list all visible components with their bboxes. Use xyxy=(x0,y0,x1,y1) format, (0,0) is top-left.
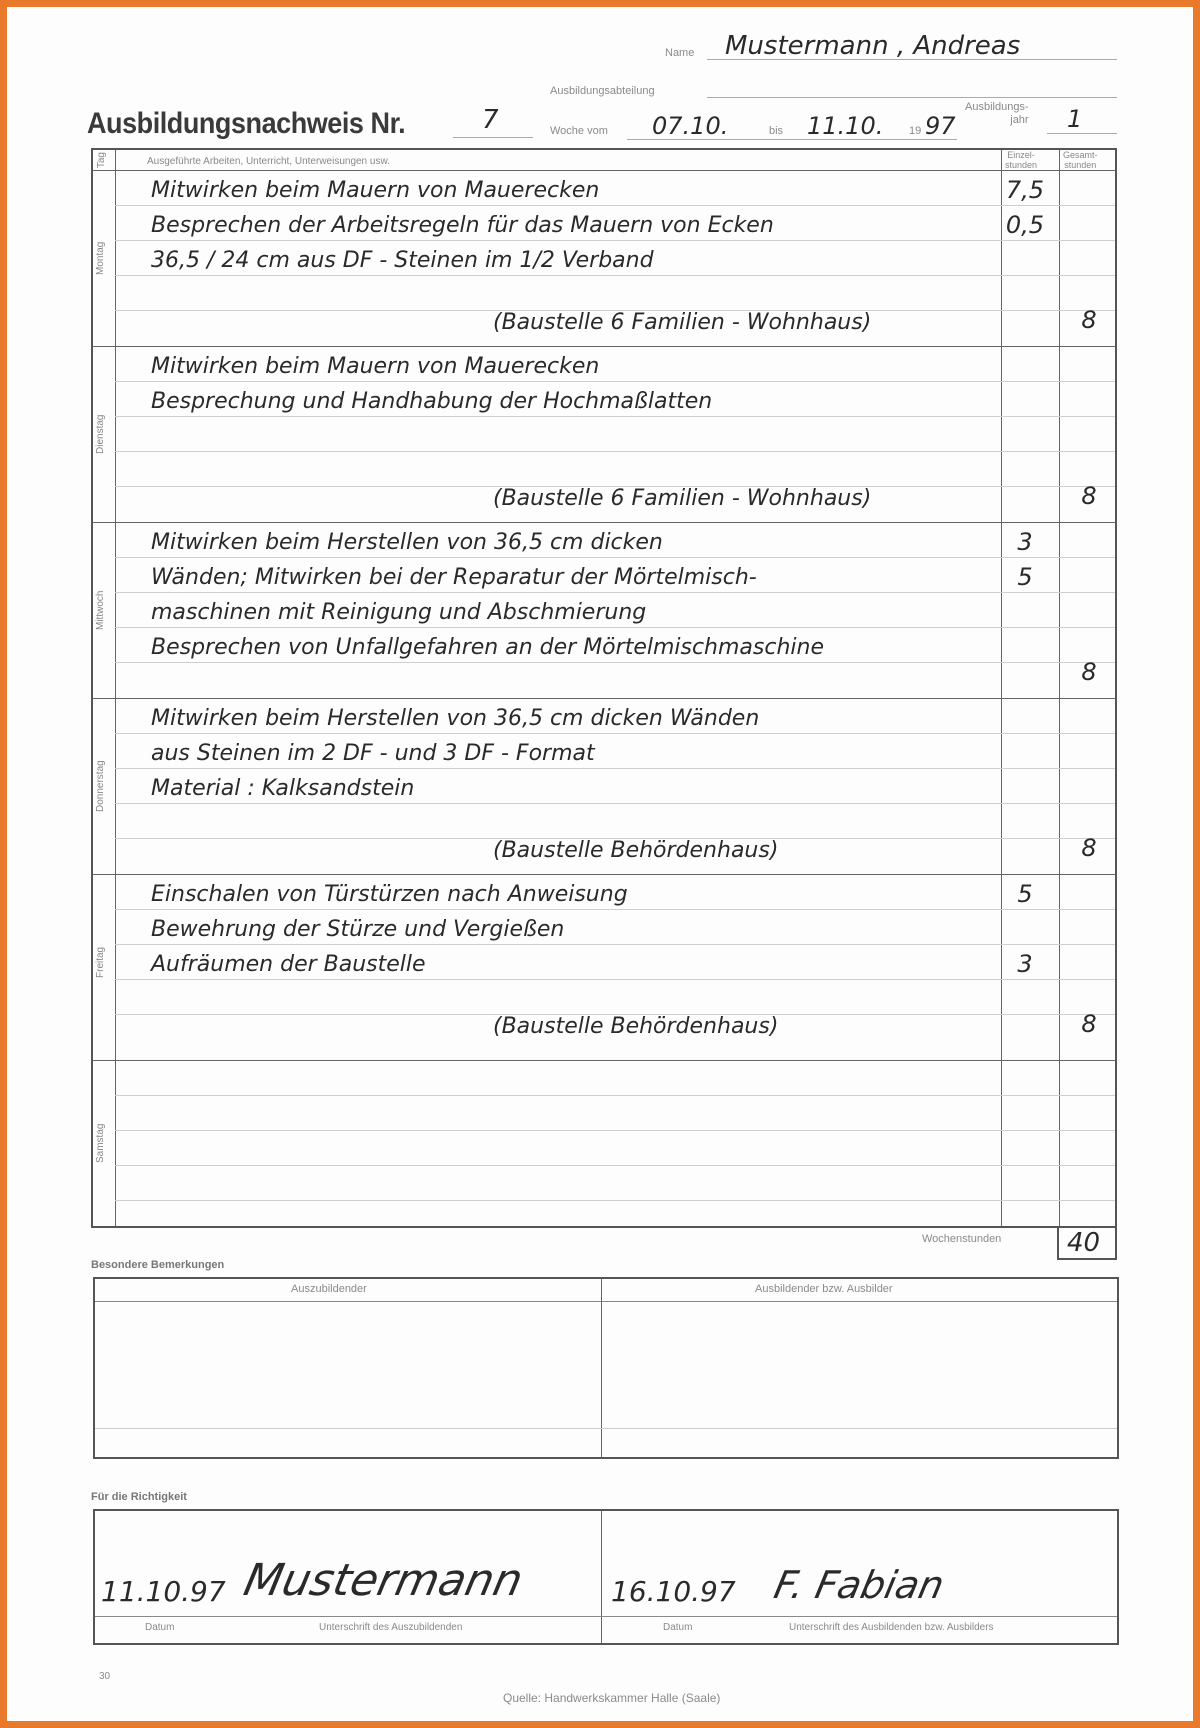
right-date-label: Datum xyxy=(663,1622,693,1633)
day-label: Montag xyxy=(95,241,106,275)
site-note: (Baustelle 6 Familien - Wohnhaus) xyxy=(493,310,872,335)
single-hours: 3 xyxy=(1017,528,1033,556)
ruled-line xyxy=(115,416,1115,417)
name-underline xyxy=(707,59,1117,60)
site-note: (Baustelle 6 Familien - Wohnhaus) xyxy=(493,486,872,511)
week-to: 11.10. xyxy=(807,112,884,140)
activity-line: Besprechen der Arbeitsregeln für das Mauern von Ecken xyxy=(151,213,774,238)
ruled-line xyxy=(115,205,1115,206)
week-underline xyxy=(627,139,957,140)
name-value: Mustermann , Andreas xyxy=(725,31,1021,61)
left-date-label: Datum xyxy=(145,1622,175,1633)
day-label: Mittwoch xyxy=(95,590,106,630)
page-mark: 30 xyxy=(99,1671,111,1682)
ruled-line xyxy=(115,1130,1115,1131)
single-hours: 3 xyxy=(1017,950,1033,978)
day-separator xyxy=(93,698,1115,699)
ruled-line xyxy=(115,275,1115,276)
number-underline xyxy=(453,137,533,138)
activity-line: Bewehrung der Stürze und Vergießen xyxy=(151,917,565,942)
site-note: (Baustelle Behördenhaus) xyxy=(493,1014,779,1039)
col-work-header: Ausgeführte Arbeiten, Unterricht, Unterweisungen usw. xyxy=(147,156,390,167)
verification-title: Für die Richtigkeit xyxy=(91,1491,187,1503)
activity-line: Mitwirken beim Mauern von Mauerecken xyxy=(151,178,600,203)
ruled-line xyxy=(115,557,1115,558)
day-label: Samstag xyxy=(95,1123,106,1163)
weekly-hours-value: 40 xyxy=(1067,1228,1101,1258)
name-label: Name xyxy=(665,47,695,59)
ruled-line xyxy=(115,733,1115,734)
activity-line: Wänden; Mitwirken bei der Reparatur der Mörtelmisch- xyxy=(151,565,757,590)
site-note: (Baustelle Behördenhaus) xyxy=(493,838,779,863)
ruled-line xyxy=(115,240,1115,241)
day-total-hours: 8 xyxy=(1081,306,1097,334)
ruled-line xyxy=(115,451,1115,452)
ruled-line xyxy=(115,909,1115,910)
left-signature: Mustermann xyxy=(239,1555,528,1606)
ruled-line xyxy=(115,768,1115,769)
activity-line: Einschalen von Türstürzen nach Anweisung xyxy=(151,882,628,907)
day-separator xyxy=(93,346,1115,347)
single-hours: 0,5 xyxy=(1005,211,1045,239)
day-total-hours: 8 xyxy=(1081,482,1097,510)
activity-line: Material : Kalksandstein xyxy=(151,776,415,801)
day-section-freitag xyxy=(93,874,1115,1050)
single-hours: 5 xyxy=(1017,563,1033,591)
training-year-label: Ausbildungs- jahr xyxy=(965,101,1029,126)
ruled-line xyxy=(115,1095,1115,1096)
remarks-left-label: Auszubildender xyxy=(291,1283,367,1295)
ruled-line xyxy=(115,803,1115,804)
day-section-mittwoch xyxy=(93,522,1115,698)
activity-line: 36,5 / 24 cm aus DF - Steinen im 1/2 Verband xyxy=(151,248,654,273)
verification-box xyxy=(93,1509,1119,1645)
week-from: 07.10. xyxy=(652,112,729,140)
year-suffix: 97 xyxy=(925,112,956,140)
activity-line: Mitwirken beim Mauern von Mauerecken xyxy=(151,354,600,379)
activity-line: Besprechung und Handhabung der Hochmaßlatten xyxy=(151,389,713,414)
document-title: Ausbildungsnachweis Nr. xyxy=(87,107,406,140)
left-sig-label: Unterschrift des Auszubildenden xyxy=(319,1622,463,1633)
remarks-right-label: Ausbildender bzw. Ausbilder xyxy=(755,1283,893,1295)
remarks-divider xyxy=(601,1279,602,1457)
verification-divider xyxy=(601,1511,602,1643)
weekly-hours-box xyxy=(1057,1226,1117,1260)
ruled-line xyxy=(115,592,1115,593)
ruled-line xyxy=(115,381,1115,382)
activity-line: maschinen mit Reinigung und Abschmierung xyxy=(151,600,647,625)
training-year: 1 xyxy=(1067,105,1083,133)
remarks-box xyxy=(93,1277,1119,1459)
day-total-hours: 8 xyxy=(1081,1010,1097,1038)
ruled-line xyxy=(115,944,1115,945)
report-number: 7 xyxy=(482,105,499,135)
department-underline xyxy=(707,97,1117,98)
day-label: Donnerstag xyxy=(95,760,106,812)
remarks-bottom-line xyxy=(95,1428,1117,1429)
ruled-line xyxy=(115,662,1115,663)
day-separator xyxy=(93,874,1115,875)
remarks-header-line xyxy=(95,1301,1117,1302)
year-prefix: 19 xyxy=(909,125,922,137)
ruled-line xyxy=(115,979,1115,980)
day-section-samstag xyxy=(93,1060,1115,1226)
weekly-hours-label: Wochenstunden xyxy=(922,1233,1002,1245)
ruled-line xyxy=(115,1200,1115,1201)
day-total-hours: 8 xyxy=(1081,834,1097,862)
day-label: Dienstag xyxy=(95,414,106,454)
activity-line: aus Steinen im 2 DF - und 3 DF - Format xyxy=(151,741,595,766)
activity-line: Besprechen von Unfallgefahren an der Mörtelmischmaschine xyxy=(151,635,825,660)
right-sig-label: Unterschrift des Ausbildenden bzw. Ausbilders xyxy=(789,1622,994,1633)
col-hours-header: Einzel- stunden xyxy=(1005,150,1038,170)
day-section-dienstag xyxy=(93,346,1115,522)
col-day-header: Tag xyxy=(96,152,107,169)
source-note: Quelle: Handwerkskammer Halle (Saale) xyxy=(503,1691,721,1705)
weekly-report-table xyxy=(91,148,1117,1228)
department-label: Ausbildungsabteilung xyxy=(550,85,655,97)
right-date: 16.10.97 xyxy=(611,1575,736,1608)
remarks-title: Besondere Bemerkungen xyxy=(91,1259,225,1271)
single-hours: 7,5 xyxy=(1005,176,1045,204)
col-total-header: Gesamt- stunden xyxy=(1063,150,1098,170)
activity-line: Mitwirken beim Herstellen von 36,5 cm dicken xyxy=(151,530,663,555)
day-section-montag xyxy=(93,170,1115,346)
day-separator xyxy=(93,522,1115,523)
left-date: 11.10.97 xyxy=(101,1575,226,1608)
ruled-line xyxy=(115,1165,1115,1166)
day-total-hours: 8 xyxy=(1081,658,1097,686)
right-signature: F. Fabian xyxy=(770,1563,948,1607)
ruled-line xyxy=(115,627,1115,628)
day-label: Freitag xyxy=(95,946,106,978)
week-to-label: bis xyxy=(769,125,784,137)
single-hours: 5 xyxy=(1017,880,1033,908)
day-section-donnerstag xyxy=(93,698,1115,874)
activity-line: Aufräumen der Baustelle xyxy=(151,952,426,977)
day-separator xyxy=(93,1060,1115,1061)
week-from-label: Woche vom xyxy=(550,125,608,137)
verification-sign-line xyxy=(95,1616,1117,1617)
activity-line: Mitwirken beim Herstellen von 36,5 cm dicken Wänden xyxy=(151,706,760,731)
training-year-underline xyxy=(1047,133,1117,134)
